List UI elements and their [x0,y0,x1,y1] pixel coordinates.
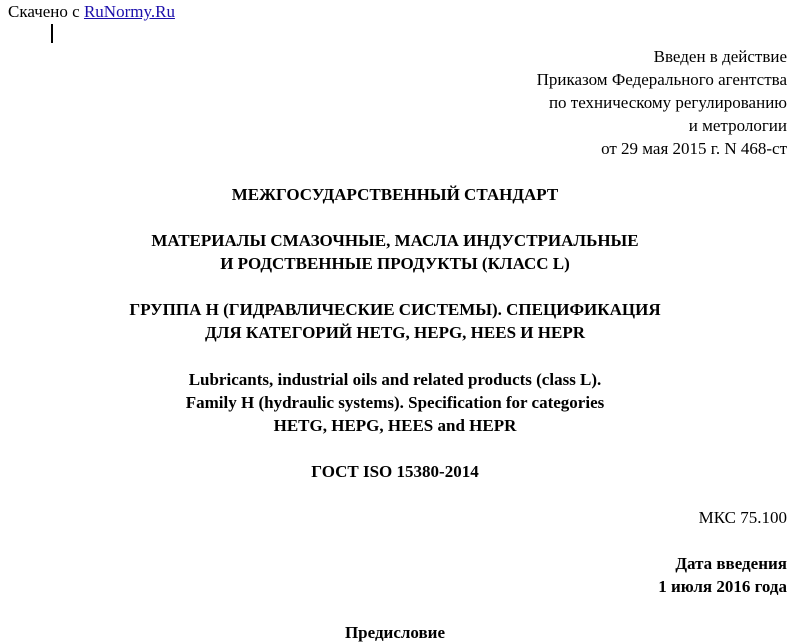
title-line: HETG, HEPG, HEES and HEPR [273,416,517,435]
date-label: Дата введения [675,554,787,573]
enactment-line: Введен в действие [653,47,787,66]
enactment-note [537,45,787,160]
title-line: Family H (hydraulic systems). Specification for categories [185,393,605,412]
download-source-line [8,2,175,22]
date-value: 1 июля 2016 года [658,577,787,596]
title-line: МАТЕРИАЛЫ СМАЗОЧНЫЕ, МАСЛА ИНДУСТРИАЛЬНЫЕ [151,231,639,250]
enactment-line: Приказом Федерального агентства [536,70,787,89]
enactment-line: по техническому регулированию [548,93,787,112]
title-line: ДЛЯ КАТЕГОРИЙ HETG, HEPG, HEES И HEPR [205,323,585,342]
gost-number: ГОСТ ISO 15380-2014 [311,462,479,481]
standard-type: МЕЖГОСУДАРСТВЕННЫЙ СТАНДАРТ [231,185,559,204]
enactment-line: от 29 мая 2015 г. N 468-ст [601,139,787,158]
enactment-line: и метрологии [688,116,787,135]
runormy-link[interactable]: RuNormy.Ru [83,2,175,21]
text-cursor [51,24,53,43]
title-en [0,368,790,437]
title-ru-part-1 [0,229,790,275]
mks-code: МКС 75.100 [698,508,787,527]
title-ru-part-2 [0,298,790,344]
title-line: И РОДСТВЕННЫЕ ПРОДУКТЫ (КЛАСС L) [220,254,570,273]
title-line: Lubricants, industrial oils and related products (class L). [188,370,602,389]
download-prefix: Скачено с [8,2,84,21]
introduction-date [658,552,787,598]
title-line: ГРУППА H (ГИДРАВЛИЧЕСКИЕ СИСТЕМЫ). СПЕЦИФИКАЦИЯ [129,300,661,319]
preface-heading: Предисловие [344,623,446,642]
